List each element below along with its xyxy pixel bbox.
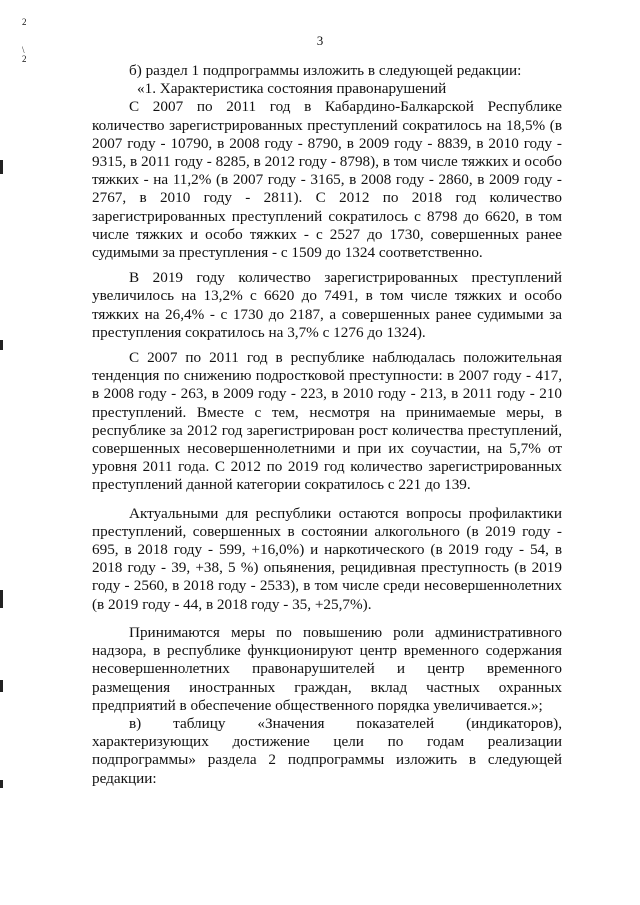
paragraph-crime-stats-2019: В 2019 году количество зарегистрированных преступлений увеличилось на 13,2% с 6620 до 7491, в том числе тяжких и особо тяжких на 26,4% - с 1730 до 2187, а совершенных ранее судимыми за преступления сократилось на 3,7% с 1276 до 1324).: [92, 269, 562, 341]
margin-mark: 2: [22, 54, 27, 64]
section-heading: «1. Характеристика состояния правонарушений: [137, 80, 447, 98]
paragraph-administrative-measures: Принимаются меры по повышению роли административного надзора, в республике функционируют центр временного содержания несовершеннолетних правонарушителей и центр временного размещения иностранных граждан, вклад частных охранных предприятий в обеспечение общественного порядка увеличивается.»;: [92, 623, 562, 714]
paragraph-juvenile-crime: С 2007 по 2011 год в республике наблюдалась положительная тенденция по снижению подростковой преступности: в 2007 году - 417, в 2008 году - 263, в 2009 году - 223, в 2010 году - 213, в 2011 году - 210 преступлений. Вместе с тем, несмотря на принимаемые меры, в республике за 2012 год зарегистрирован рост количества преступлений, совершенных несовершеннолетними и при их соучастии, на 5,7% от уровня 2011 года. С 2012 по 2019 год количество зарегистрированных преступлений данной категории сократилось с 221 до 139.: [92, 349, 562, 494]
margin-mark: \: [22, 45, 25, 55]
document-body: [92, 62, 562, 788]
amendment-c-intro: в) таблицу «Значения показателей (индикаторов), характеризующих достижение цели по годам реализации подпрограммы» раздела 2 подпрограммы изложить в следующей редакции:: [92, 714, 562, 787]
scan-edge-marks: [0, 120, 3, 820]
amendment-b-intro: б) раздел 1 подпрограммы изложить в следующей редакции:: [129, 62, 522, 79]
paragraph-crime-stats-2007-2018: С 2007 по 2011 год в Кабардино-Балкарской Республике количество зарегистрированных преступлений сократилось на 18,5% (в 2007 году - 10790, в 2008 году - 8790, в 2009 году - 8839, в 2010 году - 9315, в 2011 году - 8285, в 2012 году - 8798), в том числе тяжких и особо тяжких - на 11,2% (в 2007 году - 3165, в 2008 году - 2860, в 2009 году - 2767, в 2010 году - 2811). С 2012 по 2018 год количество зарегистрированных преступлений сократилось с 8798 до 6620, в том числе тяжких и особо тяжких - с 2527 до 1730, совершенных ранее судимыми за преступления - с 1509 до 1324 соответственно.: [92, 98, 562, 262]
margin-mark: 2: [22, 17, 27, 27]
paragraph-prevention-issues: Актуальными для республики остаются вопросы профилактики преступлений, совершенных в состоянии алкогольного (в 2019 году - 695, в 2018 году - 599, +16,0%) и наркотического (в 2019 году - 54, в 2018 году - 39, +38, 5 %) опьянения, рецидивная преступность (в 2019 году - 2560, в 2018 году - 2533), в том числе среди несовершеннолетних (в 2019 году - 44, в 2018 году - 35, +25,7%).: [92, 504, 562, 613]
page-number: 3: [316, 33, 324, 48]
